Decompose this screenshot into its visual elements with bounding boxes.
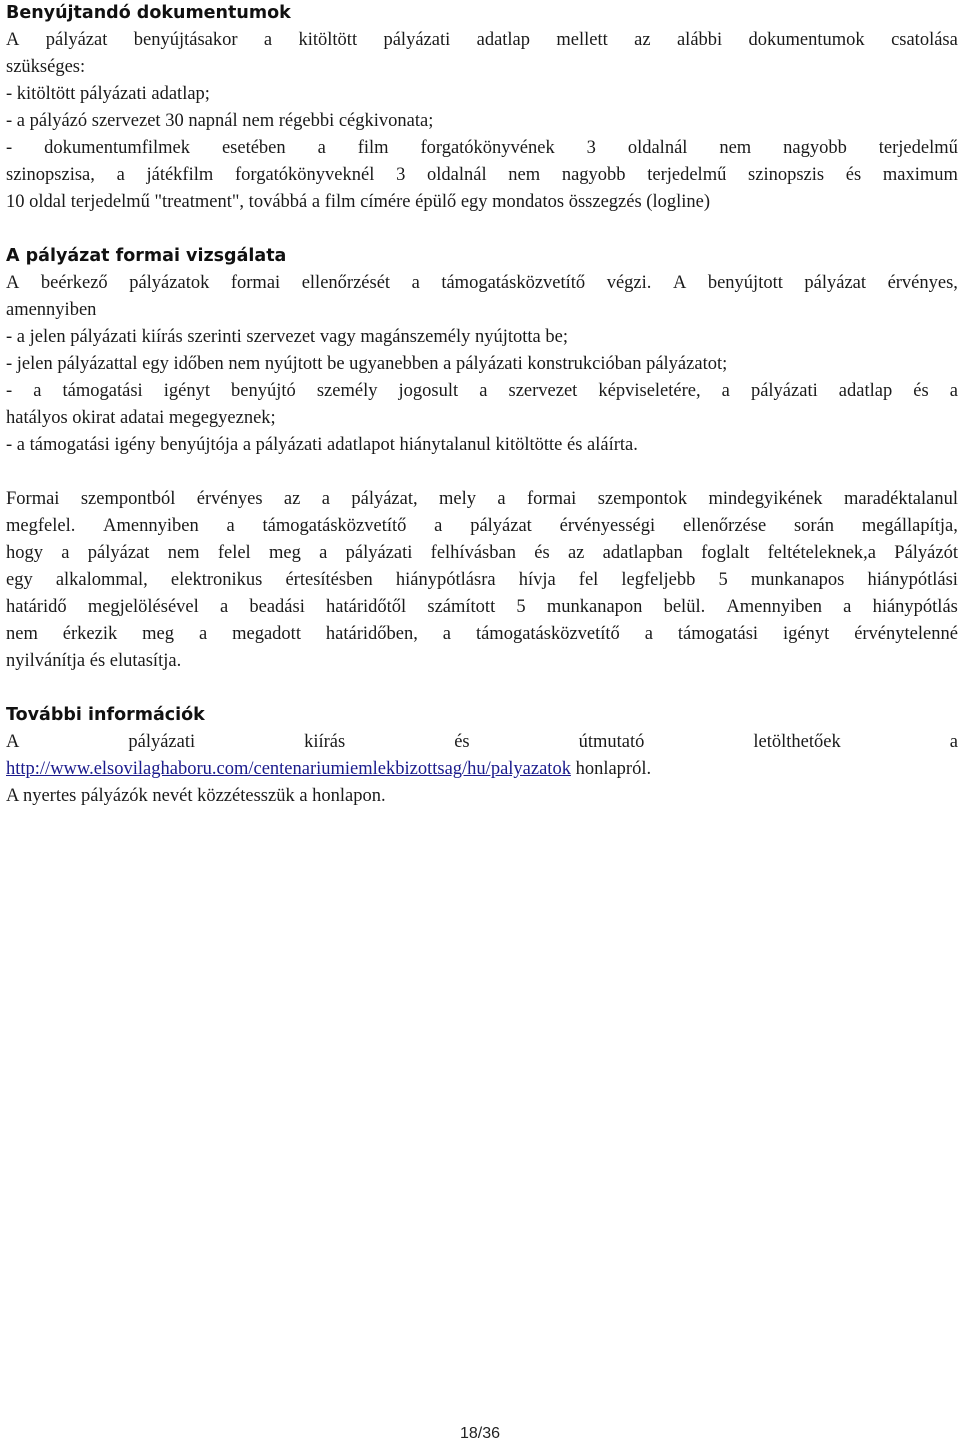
list-item: - jelen pályázattal egy időben nem nyújtott be ugyanebben a pályázati konstrukcióban pályázatot; xyxy=(6,354,728,374)
word: megállapítja, xyxy=(861,516,958,536)
word: a xyxy=(317,138,326,158)
word: szervezet xyxy=(508,381,578,401)
word: során xyxy=(793,516,835,536)
word: - xyxy=(6,381,13,401)
word: szinopszis xyxy=(748,165,825,185)
word: a xyxy=(843,597,852,617)
word: támogatásközvetítő xyxy=(262,516,407,536)
paragraph-line xyxy=(6,567,958,594)
word: beérkező xyxy=(40,273,108,293)
word: dokumentumok xyxy=(748,30,865,50)
word: a xyxy=(263,30,273,50)
word: nagyobb xyxy=(783,138,847,158)
word: érvényes xyxy=(196,489,263,509)
list-item: - kitöltött pályázati adatlap; xyxy=(6,84,210,104)
word: kiírás xyxy=(304,732,346,752)
word: pályázat xyxy=(470,516,532,536)
word: szempontok xyxy=(597,489,688,509)
word: 3 xyxy=(586,138,596,158)
word: 5 xyxy=(516,597,526,617)
word: igényt xyxy=(163,381,210,401)
word: a xyxy=(321,489,330,509)
word: foglalt xyxy=(701,543,750,563)
word: munkanapon xyxy=(546,597,643,617)
word: hogy xyxy=(6,543,43,563)
word: fel xyxy=(578,570,599,590)
word: nem xyxy=(719,138,752,158)
word: felel xyxy=(217,543,251,563)
word: megjelölésével xyxy=(87,597,199,617)
word: dokumentumfilmek xyxy=(44,138,191,158)
word: a xyxy=(198,624,208,644)
word: nem xyxy=(167,543,200,563)
paragraph-line: amennyiben xyxy=(6,300,97,320)
word: adatlap xyxy=(838,381,893,401)
word: adatlapban xyxy=(602,543,683,563)
word: a xyxy=(644,624,653,644)
document-page xyxy=(6,0,958,810)
word: pályázati xyxy=(345,543,413,563)
word: Pályázót xyxy=(894,543,958,563)
word: pályázat, xyxy=(351,489,418,509)
word: hiánypótlási xyxy=(867,570,958,590)
word: kitöltött xyxy=(298,30,358,50)
word: mellett xyxy=(556,30,608,50)
word: legfeljebb xyxy=(621,570,696,590)
word: adatlap xyxy=(476,30,531,50)
link-suffix-text: honlapról. xyxy=(570,759,652,779)
paragraph-line xyxy=(6,270,958,297)
word: érkezik xyxy=(62,624,118,644)
word: Amennyiben xyxy=(103,516,199,536)
list-item xyxy=(6,378,958,405)
word: ellenőrzése xyxy=(682,516,767,536)
word: nem xyxy=(6,624,38,644)
paragraph-line xyxy=(6,162,958,189)
word: benyújtó xyxy=(231,381,296,401)
word: mindegyikének xyxy=(708,489,823,509)
word: végzi. xyxy=(606,273,652,293)
word: jogosult xyxy=(398,381,459,401)
word: meg xyxy=(142,624,175,644)
list-item: - a jelen pályázati kiírás szerinti szervezet vagy magánszemély nyújtotta be; xyxy=(6,327,568,347)
word: a xyxy=(479,381,488,401)
word: Amennyiben xyxy=(726,597,822,617)
paragraph-line xyxy=(6,513,958,540)
word: értesítésben xyxy=(285,570,373,590)
word: formai xyxy=(230,273,281,293)
word: szempontból xyxy=(80,489,176,509)
word: számított xyxy=(427,597,496,617)
word: támogatásközvetítő xyxy=(475,624,620,644)
word: érvényességi xyxy=(559,516,656,536)
word: maradéktalanul xyxy=(843,489,958,509)
paragraph-line xyxy=(6,621,958,648)
word: képviseletére, xyxy=(598,381,701,401)
word: belül. xyxy=(663,597,706,617)
word: forgatókönyvének xyxy=(420,138,555,158)
word: A xyxy=(6,732,20,752)
word: pályázatok xyxy=(129,273,210,293)
word: mely xyxy=(439,489,476,509)
word: feltételeknek,a xyxy=(767,543,877,563)
word: a xyxy=(442,624,452,644)
word: megadott xyxy=(232,624,301,644)
word: hiánypótlásra xyxy=(395,570,496,590)
word: munkanapos xyxy=(750,570,845,590)
word: egy xyxy=(6,570,33,590)
word: igényt xyxy=(783,624,830,644)
paragraph-line xyxy=(6,540,958,567)
word: a xyxy=(411,273,420,293)
paragraph-line: A nyertes pályázók nevét közzétesszük a honlapon. xyxy=(6,786,386,806)
word: a xyxy=(949,381,958,401)
paragraph-line xyxy=(6,729,958,756)
word: letölthetőek xyxy=(753,732,841,752)
word: szinopszisa, xyxy=(6,165,95,185)
word: - xyxy=(6,138,13,158)
word: az xyxy=(634,30,651,50)
word: felhívásban xyxy=(430,543,516,563)
word: A xyxy=(6,273,20,293)
word: és xyxy=(534,543,550,563)
paragraph-line xyxy=(6,27,958,54)
word: a xyxy=(116,165,125,185)
palyazatok-link[interactable]: http://www.elsovilaghaboru.com/centenariumiemlekbizottsag/hu/palyazatok xyxy=(6,759,571,779)
word: támogatásközvetítő xyxy=(441,273,586,293)
word: terjedelmű xyxy=(647,165,727,185)
word: alkalommal, xyxy=(55,570,148,590)
word: érvénytelenné xyxy=(854,624,958,644)
paragraph-line: hatályos okirat adatai megegyeznek; xyxy=(6,408,276,428)
word: és xyxy=(454,732,470,752)
word: film xyxy=(357,138,389,158)
word: Formai xyxy=(6,489,60,509)
word: hívja xyxy=(518,570,556,590)
word: forgatókönyveknél xyxy=(234,165,375,185)
word: csatolása xyxy=(891,30,958,50)
word: benyújtásakor xyxy=(133,30,238,50)
word: esetében xyxy=(221,138,286,158)
list-item: - a támogatási igény benyújtója a pályázati adatlapot hiánytalanul kitöltötte és aláírta. xyxy=(6,435,638,455)
word: játékfilm xyxy=(146,165,214,185)
list-item: - a pályázó szervezet 30 napnál nem régebbi cégkivonata; xyxy=(6,111,434,131)
word: határidő xyxy=(6,597,67,617)
word: hiánypótlás xyxy=(872,597,958,617)
word: személy xyxy=(316,381,378,401)
page-number: 18/36 xyxy=(459,1425,501,1442)
word: formai xyxy=(527,489,577,509)
word: a xyxy=(497,489,506,509)
word: A xyxy=(672,273,687,293)
word: a xyxy=(319,543,328,563)
paragraph-line xyxy=(6,756,958,783)
word: a xyxy=(226,516,235,536)
word: és xyxy=(913,381,929,401)
word: benyújtott xyxy=(707,273,783,293)
section-heading-formal-check: A pályázat formai vizsgálata xyxy=(6,246,287,266)
paragraph-line xyxy=(6,486,958,513)
word: határidőben, xyxy=(325,624,418,644)
word: nagyobb xyxy=(561,165,626,185)
paragraph-line: nyilvánítja és elutasítja. xyxy=(6,651,182,671)
paragraph-line: 10 oldal terjedelmű "treatment", továbbá a film címére épülő egy mondatos összegzés (logline) xyxy=(6,192,711,212)
word: útmutató xyxy=(578,732,645,752)
word: terjedelmű xyxy=(878,138,958,158)
word: 5 xyxy=(718,570,728,590)
section-heading-documents: Benyújtandó dokumentumok xyxy=(6,3,291,23)
word: az xyxy=(567,543,585,563)
word: a xyxy=(434,516,443,536)
word: támogatási xyxy=(62,381,143,401)
word: A xyxy=(6,30,20,50)
word: a xyxy=(61,543,70,563)
word: maximum xyxy=(882,165,958,185)
section-heading-more-info: További információk xyxy=(6,705,205,725)
word: ellenőrzését xyxy=(301,273,391,293)
word: az xyxy=(283,489,301,509)
word: oldalnál xyxy=(427,165,487,185)
word: a xyxy=(33,381,42,401)
word: oldalnál xyxy=(627,138,688,158)
word: megfelel. xyxy=(6,516,76,536)
word: a xyxy=(721,381,730,401)
word: pályázat xyxy=(804,273,867,293)
word: a xyxy=(219,597,229,617)
word: pályázat xyxy=(45,30,108,50)
word: támogatási xyxy=(677,624,759,644)
word: beadási xyxy=(249,597,305,617)
word: pályázati xyxy=(750,381,818,401)
word: 3 xyxy=(396,165,406,185)
word: alábbi xyxy=(676,30,723,50)
word: érvényes, xyxy=(887,273,958,293)
word: elektronikus xyxy=(170,570,263,590)
paragraph-line xyxy=(6,594,958,621)
word: pályázati xyxy=(383,30,451,50)
word: a xyxy=(949,732,958,752)
word: pályázati xyxy=(128,732,196,752)
word: határidőtől xyxy=(326,597,407,617)
word: pályázat xyxy=(87,543,150,563)
paragraph-line: szükséges: xyxy=(6,57,86,77)
list-item xyxy=(6,135,958,162)
word: meg xyxy=(268,543,301,563)
word: nem xyxy=(508,165,541,185)
word: és xyxy=(845,165,862,185)
